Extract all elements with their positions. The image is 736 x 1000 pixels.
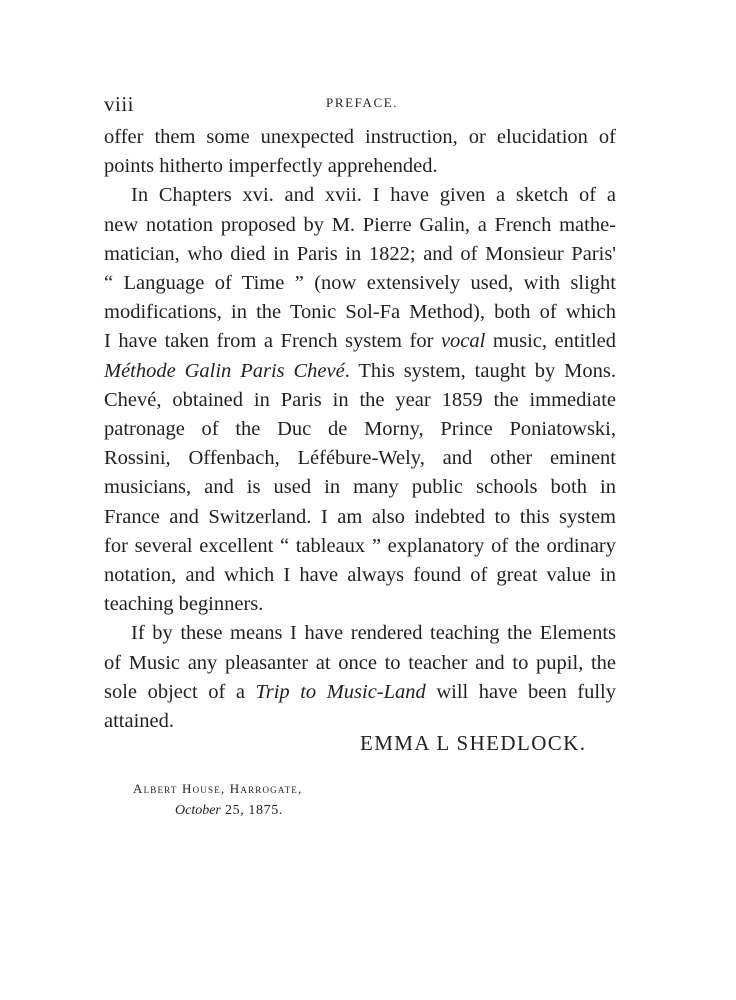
text-run: . This system, taught by Mons. [344,359,617,382]
text-run: I have taken from a French system for [104,330,441,353]
text-line: patronage of the Duc de Morny, Prince Poniatowski, [104,418,616,441]
text-line: musicians, and is used in many public schools both in [104,476,616,499]
text-line: modifications, in the Tonic Sol-Fa Method), both of which [104,301,616,324]
author-address: Albert House, Harrogate, [133,781,303,796]
italic-method-title: Méthode Galin Paris Chevé [104,359,345,382]
running-head-title: PREFACE. [326,95,399,110]
preface-body [104,123,616,736]
text-line: teaching beginners. [104,593,264,616]
italic-vocal: vocal [440,330,486,353]
text-line: If by these means I have rendered teaching the Elements [131,622,616,645]
text-line: Rossini, Offenbach, Léfébure-Wely, and other eminent [104,447,616,470]
text-line: Chevé, obtained in Paris in the year 1859 the immediate [104,388,616,411]
date-month: October [175,803,221,818]
paragraph-2 [104,181,616,619]
text-line: new notation proposed by M. Pierre Galin, a French mathe- [104,213,616,236]
text-run: sole object of a [104,680,256,703]
text-line: notation, and which I have always found of great value in [104,564,616,587]
text-run: will have been fully [425,680,616,703]
running-head [104,92,616,116]
text-line-with-italic [104,357,616,386]
text-line: In Chapters xvi. and xvii. I have given a sketch of a [131,184,616,207]
paragraph-1 [104,123,616,181]
date-day-year: 25, 1875. [220,803,283,818]
page-number: viii [104,92,135,116]
text-line: “ Language of Time ” (now extensively used, with slight [104,272,616,295]
text-line: of Music any pleasanter at once to teacher and to pupil, the [104,651,616,674]
text-line: points hitherto imperfectly apprehended. [104,155,438,178]
author-signature: EMMA L SHEDLOCK. [360,731,587,755]
text-line: offer them some unexpected instruction, or elucidation of [104,126,616,148]
text-run: music, entitled [485,330,617,353]
text-line-with-italic [104,327,616,356]
preface-date [175,803,283,819]
text-line: matician, who died in Paris in 1822; and of Monsieur Paris' [104,242,616,265]
text-line: attained. [104,710,175,733]
text-line: France and Switzerland. I am also indebted to this system [104,505,616,528]
text-line: for several excellent “ tableaux ” explanatory of the ordinary [104,534,616,557]
text-line-with-italic [104,678,616,707]
italic-book-title: Trip to Music-Land [255,680,426,703]
paragraph-3 [104,619,616,736]
